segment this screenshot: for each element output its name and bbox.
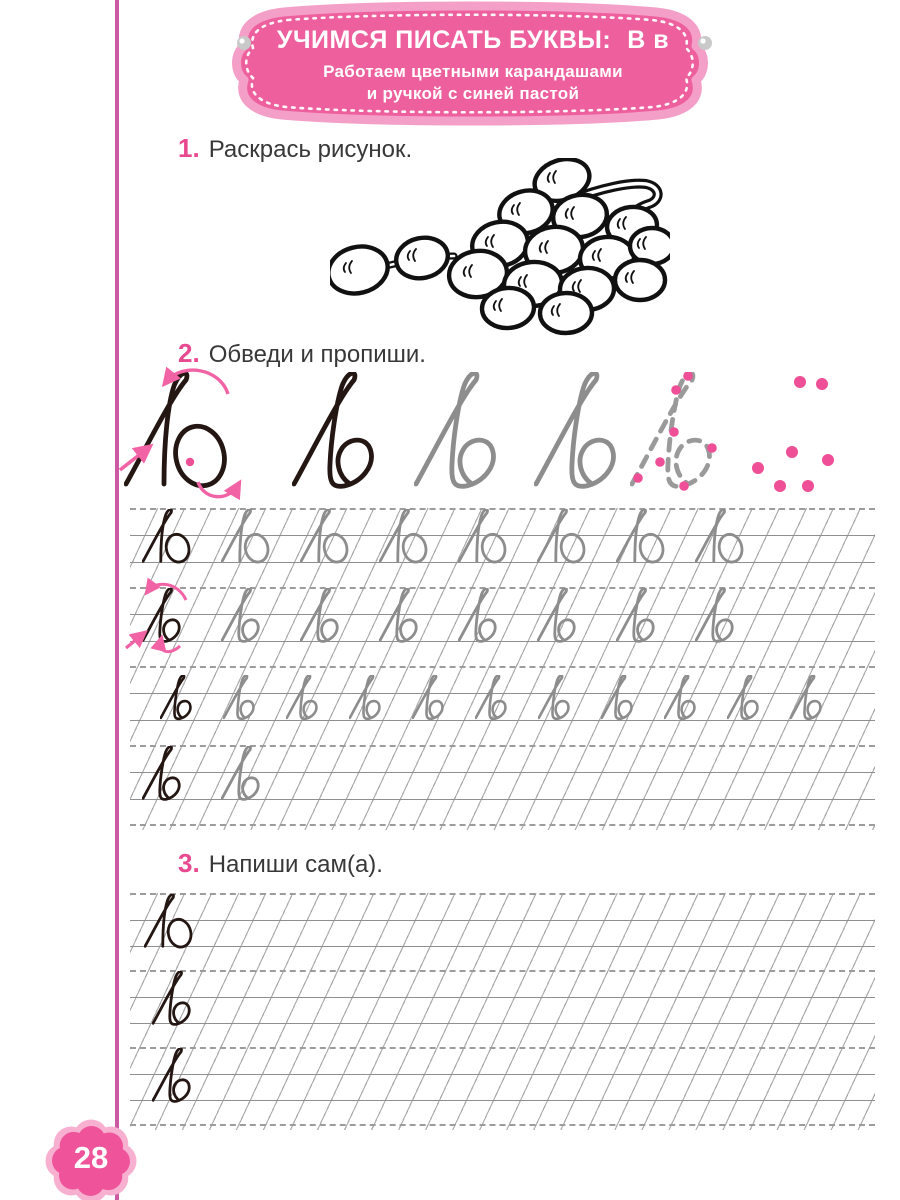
traced-letter — [144, 894, 204, 950]
writing-line — [130, 1074, 875, 1075]
section-number: 3. — [178, 848, 200, 878]
guide-letter — [695, 509, 755, 565]
section-title: Напиши сам(а). — [208, 851, 383, 878]
page-number: 28 — [73, 1140, 109, 1175]
page-title-letters: В в — [627, 26, 670, 54]
traced-letter — [160, 675, 209, 721]
traced-letter — [142, 509, 202, 565]
guide-letter — [458, 588, 518, 644]
guide-letter — [300, 509, 360, 565]
writing-line — [130, 946, 875, 947]
guide-letter — [727, 675, 776, 721]
page-title: УЧИМСЯ ПИСАТЬ БУКВЫ: В в — [276, 26, 670, 54]
section-number: 1. — [178, 133, 200, 163]
margin-line — [115, 0, 119, 1200]
example-letter — [292, 372, 420, 492]
writing-line — [130, 920, 875, 921]
guide-letter — [286, 675, 335, 721]
guide-letter — [664, 675, 713, 721]
traced-letter — [152, 1048, 212, 1104]
guide-letter — [537, 509, 597, 565]
guide-letter — [537, 588, 597, 644]
header-badge — [228, 0, 718, 126]
section-3-heading — [178, 848, 383, 879]
guide-dashed-line — [130, 1047, 875, 1049]
writing-line — [130, 997, 875, 998]
guide-letter — [221, 509, 281, 565]
section-title: Раскрась рисунок. — [208, 136, 413, 163]
section-title: Обведи и пропиши. — [208, 341, 426, 368]
practice-ruling-block — [130, 893, 875, 1130]
guide-dashed-line — [130, 970, 875, 972]
traced-letter — [142, 746, 202, 802]
writing-line — [130, 1100, 875, 1101]
guide-letter — [538, 675, 587, 721]
guide-letter — [300, 588, 360, 644]
guide-letter — [223, 675, 272, 721]
example-letter — [414, 372, 542, 492]
page-subtitle: Работаем цветными карандашами — [323, 62, 623, 81]
page-number-badge — [36, 1114, 152, 1200]
guide-letter — [458, 509, 518, 565]
guide-dashed-line — [130, 1124, 875, 1126]
grapes-illustration — [330, 158, 670, 336]
writing-line — [130, 1023, 875, 1024]
section-number: 2. — [178, 338, 200, 368]
guide-letter — [379, 588, 439, 644]
traced-letter — [142, 588, 202, 644]
example-letter — [748, 372, 876, 492]
guide-letter — [616, 509, 676, 565]
example-letter — [630, 372, 758, 492]
guide-letter — [475, 675, 524, 721]
guide-letter — [221, 588, 281, 644]
page-subtitle: и ручкой с синей пастой — [366, 84, 580, 103]
guide-letter — [695, 588, 755, 644]
guide-letter — [616, 588, 676, 644]
guide-dashed-line — [130, 666, 875, 668]
guide-letter — [412, 675, 461, 721]
letter-examples-row — [0, 372, 900, 504]
guide-letter — [349, 675, 398, 721]
guide-letter — [790, 675, 839, 721]
guide-letter — [601, 675, 650, 721]
traced-letter — [152, 971, 212, 1027]
section-2-heading — [178, 338, 426, 369]
practice-ruling-block — [130, 508, 875, 830]
guide-dashed-line — [130, 824, 875, 826]
guide-dashed-line — [130, 893, 875, 895]
guide-letter — [221, 746, 281, 802]
example-letter — [124, 372, 252, 492]
guide-letter — [379, 509, 439, 565]
